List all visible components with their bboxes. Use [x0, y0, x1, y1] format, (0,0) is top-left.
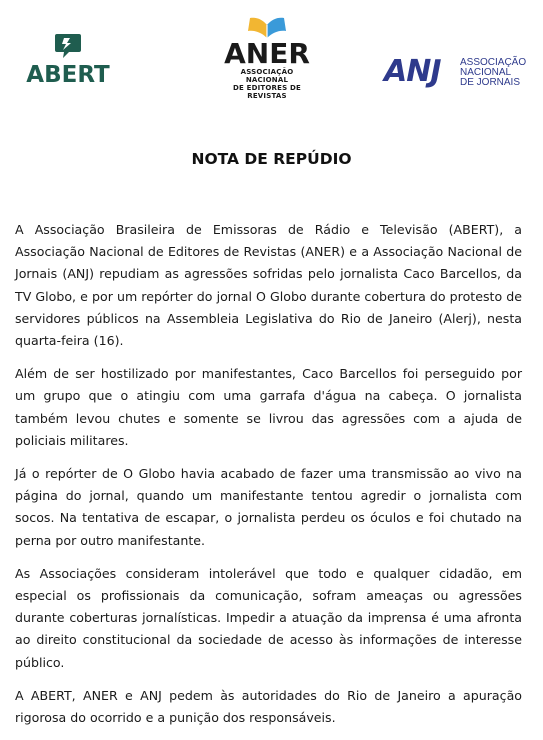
abert-speech-bubble-icon [53, 32, 83, 60]
aner-logo-text: ANER [224, 37, 310, 70]
aner-logo [222, 14, 312, 100]
paragraph-3: Já o repórter de O Globo havia acabado de fazer uma transmissão ao vivo na página do jornal, quando um manifestante tentou agredir o jornalista com socos. Na tentativa de escapar, o jornalista perdeu os óculos e foi chutado na perna por outro manifestante. [15, 466, 522, 548]
anj-logo-text: ANJ [384, 54, 441, 89]
paragraph-2: Além de ser hostilizado por manifestantes, Caco Barcellos foi perseguido por um grupo que o atingiu com uma garrafa d'água na cabeça. O jornalista também levou chutes e somente se livrou das agressões com a ajuda de policiais militares. [15, 366, 522, 448]
abert-logo-text: ABERT [26, 62, 110, 88]
paragraph-4: As Associações consideram intolerável que todo e qualquer cidadão, em especial os profissionais da comunicação, sofram ameaças ou agressões durante coberturas jornalísticas. Impedir a atuação da imprensa é uma afronta ao direito constitucional da sociedade de acesso às informações de interesse público. [15, 565, 522, 670]
anj-logo-subtitle-2: NACIONAL [460, 67, 512, 78]
document-title: NOTA DE REPÚDIO [191, 150, 352, 168]
document-body [15, 219, 522, 740]
aner-logo-subtitle-1: ASSOCIAÇÃO NACIONAL [240, 68, 294, 84]
anj-logo [384, 56, 529, 92]
anj-logo-subtitle [460, 58, 526, 88]
paragraph-5: A ABERT, ANER e ANJ pedem às autoridades do Rio de Janeiro a apuração rigorosa do ocorrido e a punição dos responsáveis. [15, 687, 522, 726]
aner-logo-subtitle-2: DE EDITORES DE REVISTAS [233, 84, 301, 100]
anj-logo-subtitle-3: DE JORNAIS [460, 77, 521, 88]
abert-logo [17, 32, 119, 92]
anj-logo-subtitle-1: ASSOCIAÇÃO [460, 57, 527, 68]
paragraph-1: A Associação Brasileira de Emissoras de Rádio e Televisão (ABERT), a Associação Nacional de Editores de Revistas (ANER) e a Associação Nacional de Jornais (ANJ) repudiam as agressões sofridas pelo jornalista Caco Barcellos, da TV Globo, e por um repórter do jornal O Globo durante cobertura do protesto de servidores públicos na Assembleia Legislativa do Rio de Janeiro (Alerj), nesta quarta-feira (16). [15, 222, 522, 349]
